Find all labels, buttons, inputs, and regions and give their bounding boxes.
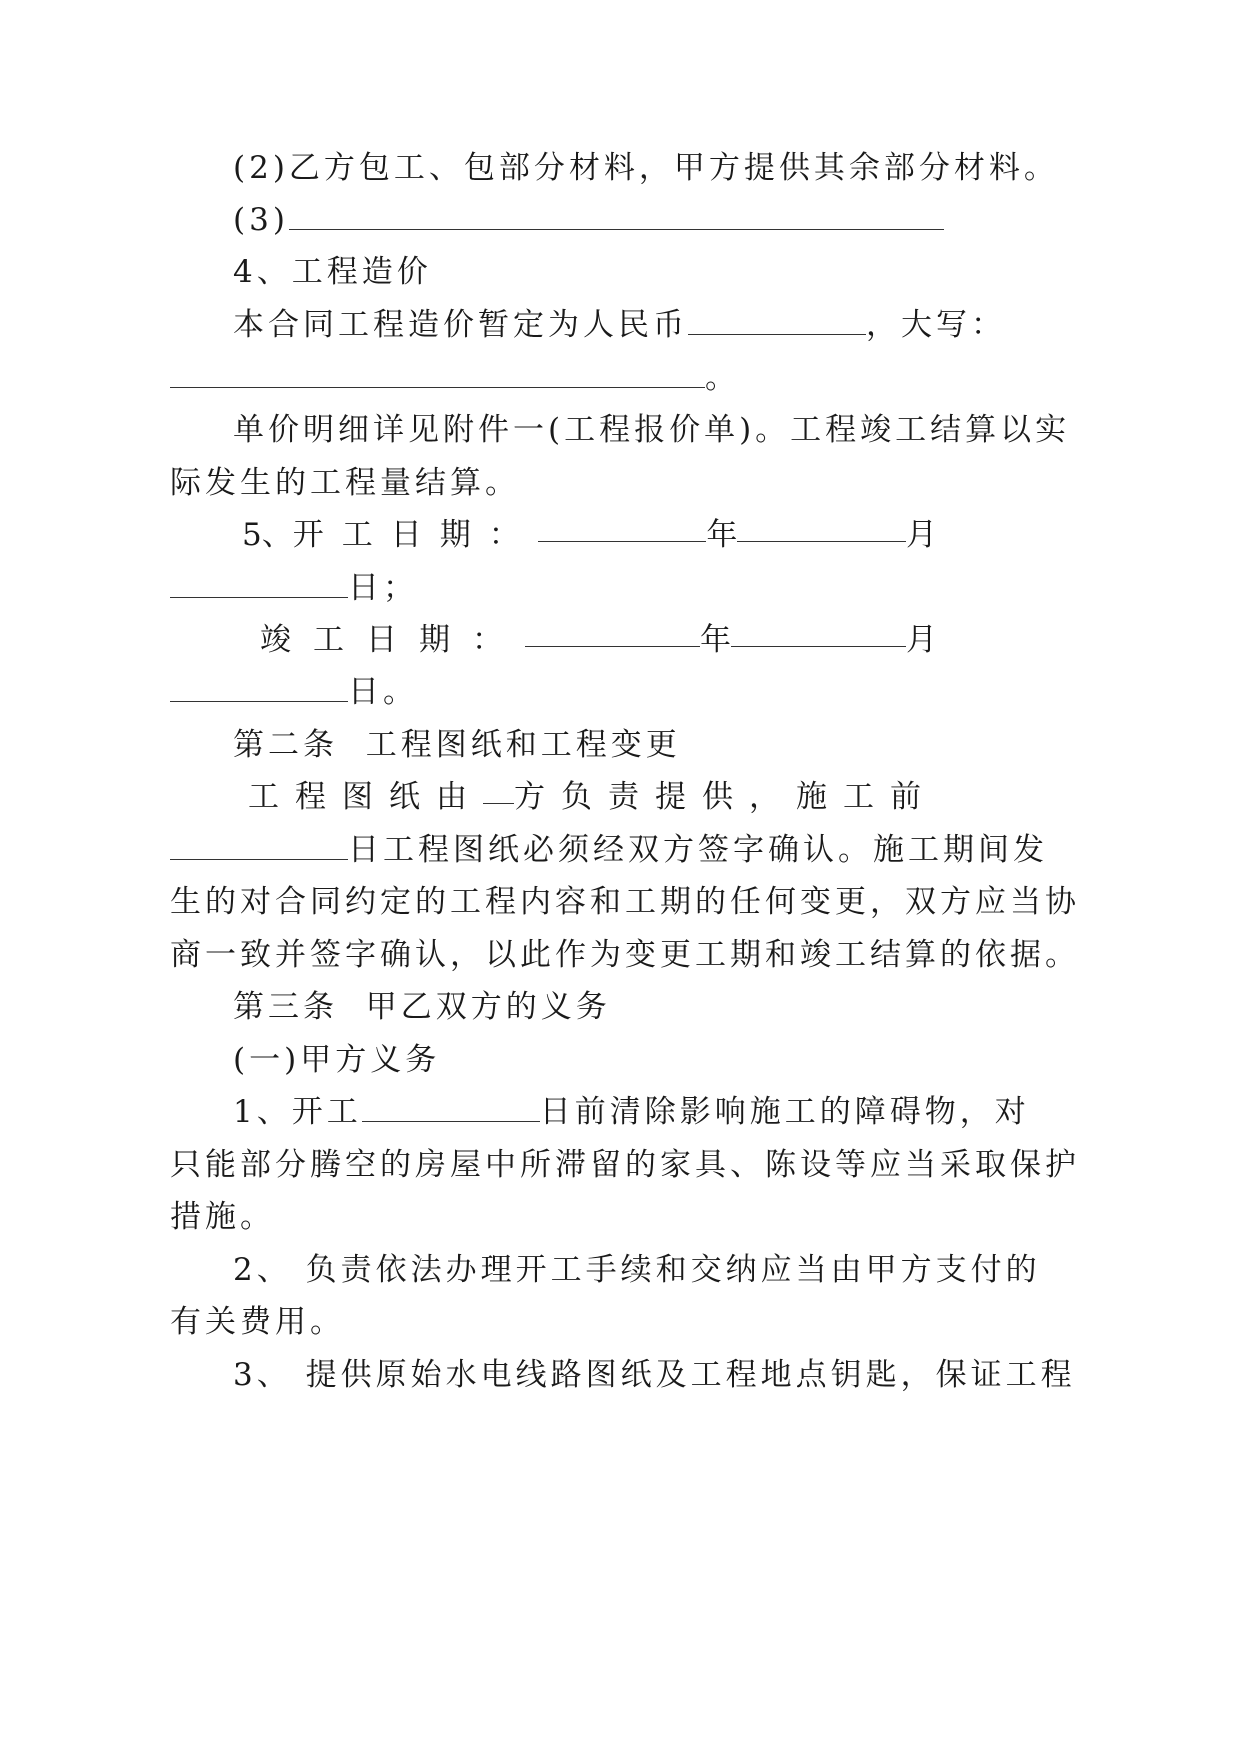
- text: 年: [706, 517, 738, 553]
- text: 单价明细详见附件一(工程报价单)。工程竣工结算以实: [233, 412, 1071, 448]
- text: 月: [905, 517, 937, 553]
- article-2-heading: [233, 725, 681, 765]
- text: 际发生的工程量结算。: [170, 465, 520, 501]
- fill-blank: [525, 620, 700, 647]
- party-a-obligations-heading: [233, 1040, 440, 1080]
- drawings-line: [248, 777, 937, 817]
- obligation-3-line: [233, 1355, 1076, 1395]
- paragraph-line: [170, 1197, 275, 1237]
- fill-blank: [170, 833, 348, 860]
- text: 日；: [348, 570, 418, 606]
- text: 商一致并签字确认，以此作为变更工期和竣工结算的依据。: [170, 937, 1080, 973]
- fill-blank: [362, 1095, 540, 1122]
- text: 工程图纸由: [248, 779, 483, 815]
- text: 开工日期：: [292, 517, 538, 553]
- paragraph-line: [170, 830, 1048, 870]
- paragraph-line: [170, 882, 1080, 922]
- text: 日。: [348, 674, 418, 710]
- text: 。: [705, 360, 740, 396]
- completion-date-day-line: [170, 672, 418, 712]
- price-line: [233, 305, 1006, 345]
- fill-blank: [737, 515, 906, 542]
- fill-blank: [289, 203, 944, 230]
- text: 第二条 工程图纸和工程变更: [233, 727, 681, 763]
- text: ，大写：: [866, 307, 1006, 343]
- fill-blank: [170, 361, 705, 388]
- fill-blank: [688, 308, 866, 335]
- obligation-1-line: [233, 1092, 1030, 1132]
- text: 方负责提供，施工前: [514, 779, 937, 815]
- article-3-heading: [233, 987, 611, 1027]
- text: 3、 提供原始水电线路图纸及工程地点钥匙，保证工程: [233, 1357, 1076, 1393]
- fill-blank: [170, 571, 348, 598]
- start-date-day-line: [170, 568, 418, 608]
- text: 第三条 甲乙双方的义务: [233, 989, 611, 1025]
- obligation-2-line: [233, 1250, 1041, 1290]
- text: 日前清除影响施工的障碍物，对: [539, 1094, 1030, 1130]
- text: 2、 负责依法办理开工手续和交纳应当由甲方支付的: [233, 1252, 1041, 1288]
- text: (3): [233, 202, 289, 238]
- text: 5、: [242, 517, 293, 553]
- paragraph-line: [170, 1302, 345, 1342]
- fill-blank: [170, 675, 348, 702]
- text: 只能部分腾空的房屋中所滞留的家具、陈设等应当采取保护: [170, 1147, 1080, 1183]
- text: 本合同工程造价暂定为人民币: [233, 307, 688, 343]
- start-date-line: [242, 515, 937, 555]
- text: 日工程图纸必须经双方签字确认。施工期间发: [348, 832, 1048, 868]
- text: 月: [906, 622, 937, 658]
- paragraph-line: [170, 1145, 1080, 1185]
- fill-blank: [731, 620, 906, 647]
- text: (2)乙方包工、包部分材料，甲方提供其余部分材料。: [233, 150, 1059, 186]
- clause-item-3: [233, 200, 944, 240]
- paragraph-line: [170, 935, 1080, 975]
- text: 竣工日期：: [260, 622, 525, 658]
- text: 年: [700, 622, 731, 658]
- fill-blank: [483, 777, 514, 804]
- text: (一)甲方义务: [233, 1042, 441, 1078]
- clause-item-2: [233, 148, 1059, 188]
- text: 4、工程造价: [233, 254, 432, 290]
- section-heading-price: [233, 252, 432, 292]
- text: 措施。: [170, 1199, 275, 1235]
- completion-date-line: [260, 620, 937, 660]
- text: 1、开工: [233, 1094, 362, 1130]
- paragraph-line: [170, 463, 520, 503]
- paragraph-line: [233, 410, 1070, 450]
- text: 生的对合同约定的工程内容和工期的任何变更，双方应当协: [170, 884, 1080, 920]
- price-uppercase-line: [170, 358, 740, 398]
- text: 有关费用。: [170, 1304, 345, 1340]
- fill-blank: [538, 515, 707, 542]
